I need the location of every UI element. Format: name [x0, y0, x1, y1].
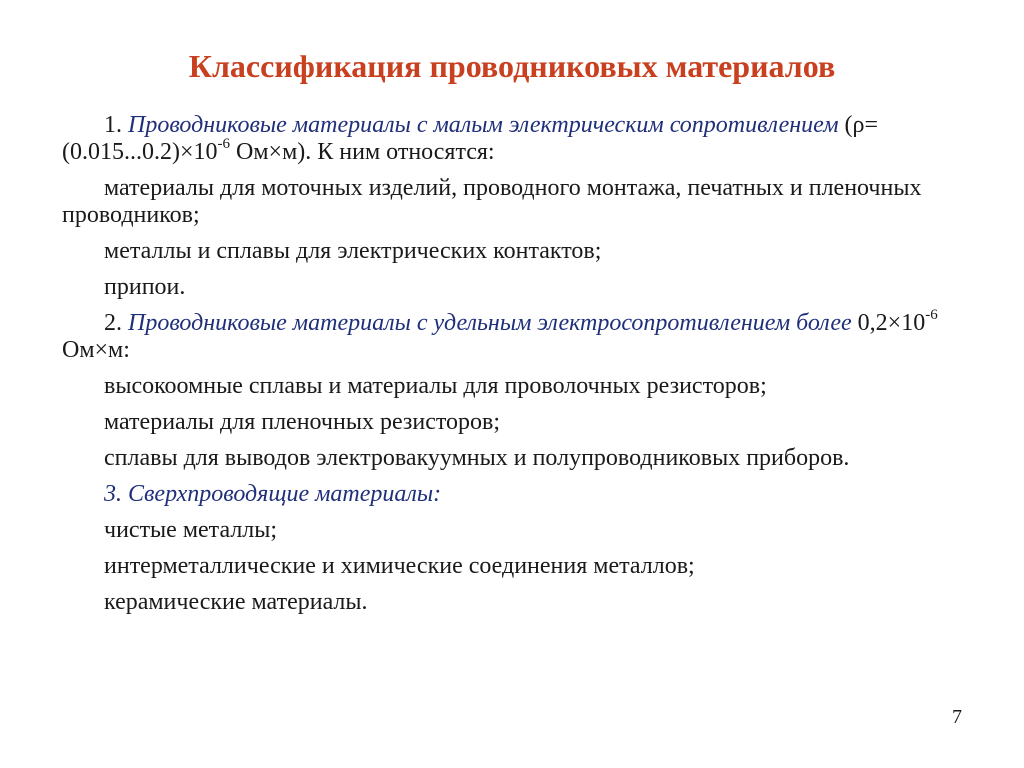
list-item: высокоомные сплавы и материалы для проволочных резисторов; [104, 373, 767, 399]
section-2-title: Проводниковые материалы с удельным электросопротивлением более [128, 310, 852, 336]
section-1-formula: ($\rho=(0.015...0.2)\times 10^{-6}$ Ом×м). [62, 112, 879, 165]
list-item: керамические материалы. [104, 589, 368, 615]
section-2-heading [62, 307, 962, 364]
section-1-title: Проводниковые материалы с малым электрическим сопротивлением [128, 112, 839, 138]
page-number: 7 [952, 706, 962, 728]
section-1-number: 1. [104, 112, 122, 138]
list-item: материалы для моточных изделий, проводного монтажа, печатных и пленочных проводников; [62, 175, 922, 228]
list-item: интерметаллические и химические соединения металлов; [104, 553, 695, 579]
slide-content [62, 112, 962, 625]
list-item: сплавы для выводов электровакуумных и полупроводниковых приборов. [104, 445, 850, 471]
section-1-tail: К ним относятся: [317, 139, 495, 165]
list-item: металлы и сплавы для электрических контактов; [104, 238, 602, 264]
list-item: материалы для пленочных резисторов; [104, 409, 501, 435]
section-2-formula: $0,2\times 10^{-6}$ Ом×м: [62, 307, 938, 363]
section-3-heading [62, 481, 962, 508]
list-item: припои. [104, 274, 186, 300]
slide-title: Классификация проводниковых материалов [188, 48, 836, 84]
section-1-heading [62, 112, 962, 166]
section-3-title: 3. Сверхпроводящие материалы: [104, 481, 442, 507]
section-2-number: 2. [104, 310, 122, 336]
list-item: чистые металлы; [104, 517, 278, 543]
